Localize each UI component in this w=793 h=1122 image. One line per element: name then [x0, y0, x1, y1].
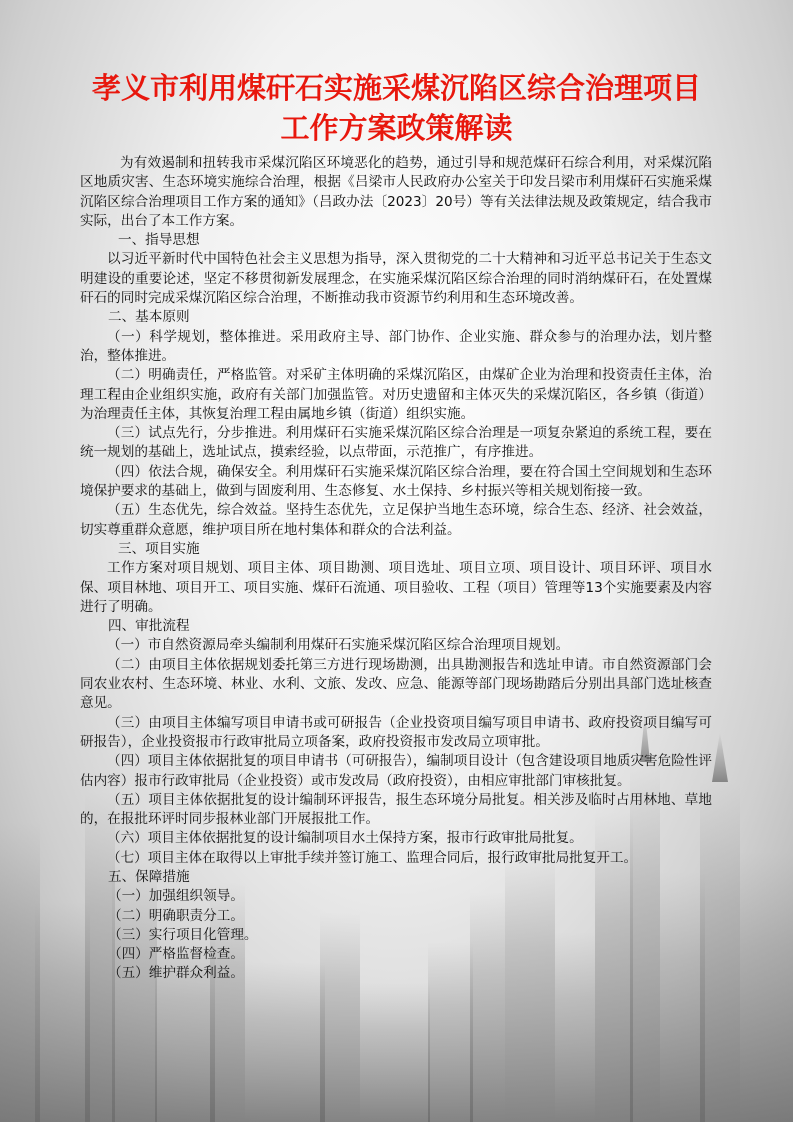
body-paragraph: （二）由项目主体依据规划委托第三方进行现场勘测，出具勘测报告和选址申请。市自然资源部门会同农业农村、生态环境、林业、水利、文旅、发改、应急、能源等部门现场勘踏后分别出具部门选址核查意见。 — [80, 656, 712, 712]
body-paragraph: 工作方案对项目规划、项目主体、项目勘测、项目选址、项目立项、项目设计、项目环评、项目水保、项目林地、项目开工、项目实施、煤矸石流通、项目验收、工程（项目）管理等13个实施要素及内容进行了明确。 — [80, 560, 712, 615]
body-paragraph: （四）项目主体依据批复的项目申请书（可研报告），编制项目设计（包含建设项目地质灾害危险性评估内容）报市行政审批局（企业投资）或市发改局（政府投资），由相应审批部门审核批复。 — [80, 753, 712, 789]
body-paragraph: （五）生态优先，综合效益。坚持生态优先，立足保护当地生态环境，综合生态、经济、社会效益，切实尊重群众意愿，维护项目所在地村集体和群众的合法利益。 — [80, 502, 712, 538]
section-heading: 一、指导思想 — [118, 232, 200, 249]
section-heading: 三、项目实施 — [118, 540, 200, 557]
body-paragraph: （二）明确责任，严格监管。对采矿主体明确的采煤沉陷区，由煤矿企业为治理和投资责任主体，治理工程由企业组织实施，政府有关部门加强监管。对历史遗留和主体灭失的采煤沉陷区，各乡镇（街道）为治理责任主体，其恢复治理工程由属地乡镇（街道）组织实施。 — [80, 367, 712, 422]
document-body — [80, 154, 712, 984]
document-title-line-1: 孝义市利用煤矸石实施采煤沉陷区综合治理项目 — [91, 71, 701, 105]
body-paragraph: （七）项目主体在取得以上审批手续并签订施工、监理合同后，报行政审批局批复开工。 — [107, 849, 638, 866]
intro-paragraph: 为有效遏制和扭转我市采煤沉陷区环境恶化的趋势，通过引导和规范煤矸石综合利用，对采煤沉陷区地质灾害、生态环境实施综合治理，根据《吕梁市人民政府办公室关于印发吕梁市利用煤矸石实施采煤沉陷区综合治理项目工作方案的通知》（吕政办法〔2023〕20号）等有关法律法规及政策规定，结合我市实际，出台了本工作方案。 — [80, 155, 712, 229]
body-paragraph: （六）项目主体依据批复的设计编制项目水土保持方案，报市行政审批局批复。 — [107, 830, 583, 847]
body-paragraph: （五）项目主体依据批复的设计编制环评报告，报生态环境分局批复。相关涉及临时占用林地、草地的，在报批环评时同步报林业部门开展报批工作。 — [80, 791, 712, 828]
list-item: （三）实行项目化管理。 — [108, 926, 258, 943]
body-paragraph: （三）由项目主体编写项目申请书或可研报告（企业投资项目编写项目申请书、政府投资项目编写可研报告），企业投资报市行政审批局立项备案，政府投资报市发改局立项审批。 — [80, 714, 712, 750]
body-paragraph: （四）依法合规，确保安全。利用煤矸石实施采煤沉陷区综合治理，要在符合国土空间规划和生态环境保护要求的基础上，做到与固废利用、生态修复、水土保持、乡村振兴等相关规划衔接一致。 — [80, 463, 712, 500]
list-item: （二）明确职责分工。 — [108, 907, 244, 924]
list-item: （四）严格监督检查。 — [108, 946, 244, 963]
document-title-line-2: 工作方案政策解读 — [280, 111, 513, 145]
body-paragraph: （一）市自然资源局牵头编制利用煤矸石实施采煤沉陷区综合治理项目规划。 — [107, 637, 570, 654]
body-paragraph: （三）试点先行，分步推进。利用煤矸石实施采煤沉陷区综合治理是一项复杂紧迫的系统工程，要在统一规划的基础上，选址试点，摸索经验，以点带面，示范推广，有序推进。 — [80, 425, 712, 461]
body-paragraph: 以习近平新时代中国特色社会主义思想为指导，深入贯彻党的二十大精神和习近平总书记关于生态文明建设的重要论述，坚定不移贯彻新发展理念，在实施采煤沉陷区综合治理的同时消纳煤矸石，在处置煤矸石的同时完成采煤沉陷区综合治理，不断推动我市资源节约利用和生态环境改善。 — [80, 251, 712, 307]
section-heading: 二、基本原则 — [108, 309, 190, 326]
list-item: （一）加强组织领导。 — [108, 888, 244, 905]
body-paragraph: （一）科学规划，整体推进。采用政府主导、部门协作、企业实施、群众参与的治理办法，划片整治，整体推进。 — [80, 328, 712, 364]
section-heading: 五、保障措施 — [108, 868, 190, 885]
list-item: （五）维护群众利益。 — [108, 965, 244, 982]
section-heading: 四、审批流程 — [108, 618, 190, 635]
